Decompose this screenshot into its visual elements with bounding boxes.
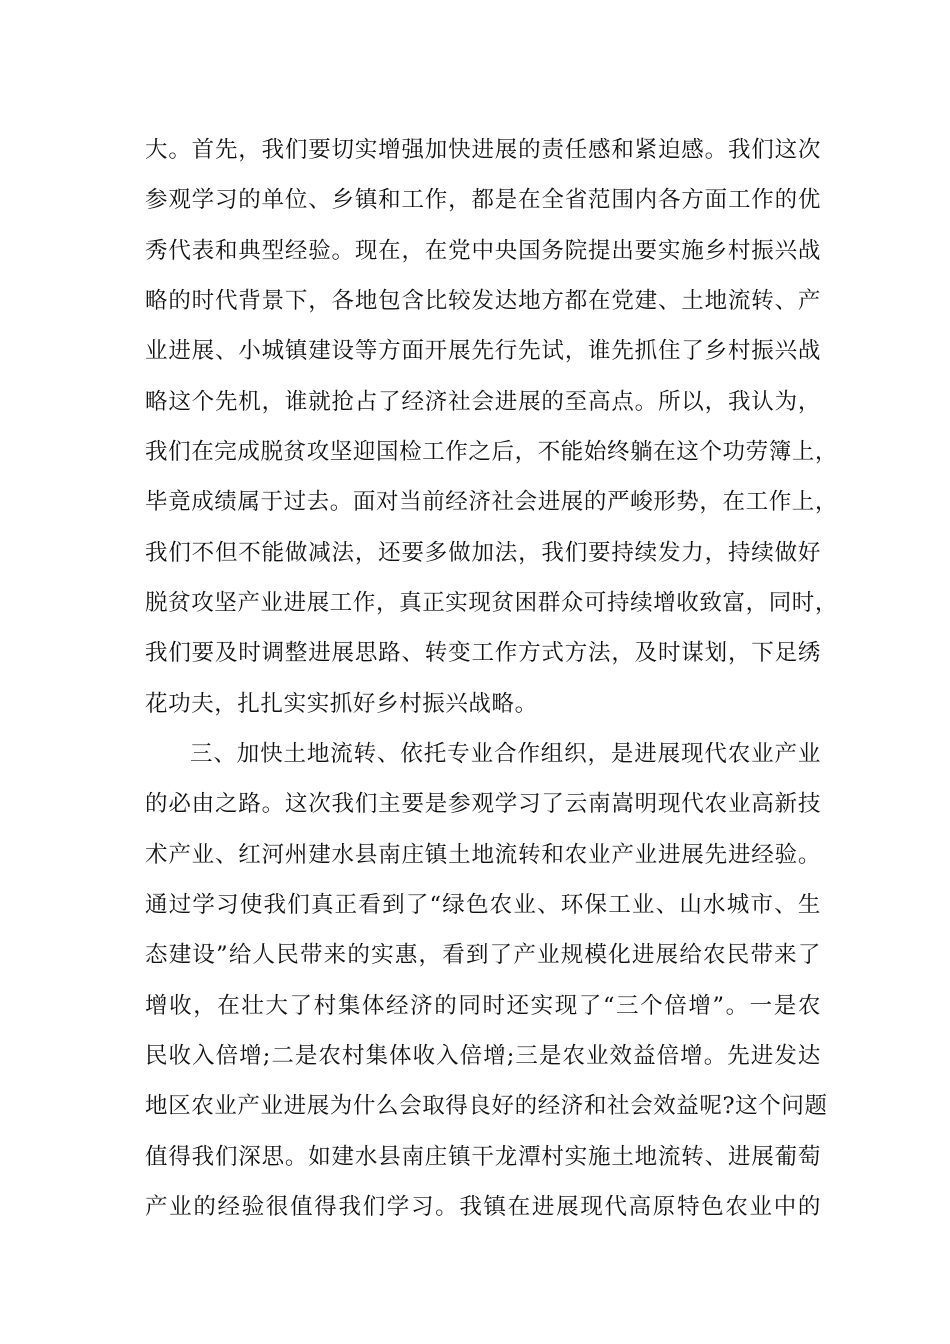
text-line: 参观学习的单位、乡镇和工作，都是在全省范围内各方面工作的优 <box>145 187 821 213</box>
text-line: 值得我们深思。如建水县南庄镇干龙潭村实施土地流转、进展葡萄 <box>145 1144 821 1170</box>
text-line: 我们在完成脱贫攻坚迎国检工作之后，不能始终躺在这个功劳簿上， <box>145 439 839 465</box>
text-line: 产业的经验很值得我们学习。我镇在进展现代高原特色农业中的 <box>145 1194 821 1220</box>
text-line: 秀代表和典型经验。现在，在党中央国务院提出要实施乡村振兴战 <box>145 238 821 264</box>
text-line: 我们要及时调整进展思路、转变工作方式方法，及时谋划，下足绣 <box>145 640 821 666</box>
text-line: 大。首先，我们要切实增强加快进展的责任感和紧迫感。我们这次 <box>145 137 821 163</box>
text-line: 增收，在壮大了村集体经济的同时还实现了“三个倍增”。一是农 <box>145 993 821 1019</box>
text-line: 业进展、小城镇建设等方面开展先行先试，谁先抓住了乡村振兴战 <box>145 338 821 364</box>
text-line: 通过学习使我们真正看到了“绿色农业、环保工业、山水城市、生 <box>145 892 821 918</box>
text-line: 态建设”给人民带来的实惠，看到了产业规模化进展给农民带来了 <box>145 942 821 968</box>
text-line: 我们不但不能做减法，还要多做加法，我们要持续发力，持续做好 <box>145 540 821 566</box>
text-line: 的必由之路。这次我们主要是参观学习了云南嵩明现代农业高新技 <box>145 791 821 817</box>
text-line: 民收入倍增;二是农村集体收入倍增;三是农业效益倍增。先进发达 <box>145 1043 821 1069</box>
text-line-paragraph-end: 花功夫，扎扎实实抓好乡村振兴战略。 <box>145 691 538 717</box>
text-line: 术产业、红河州建水县南庄镇土地流转和农业产业进展先进经验。 <box>145 842 821 868</box>
text-line: 地区农业产业进展为什么会取得良好的经济和社会效益呢?这个问题 <box>145 1093 828 1119</box>
text-line: 略的时代背景下，各地包含比较发达地方都在党建、土地流转、产 <box>145 288 821 314</box>
text-line: 脱贫攻坚产业进展工作，真正实现贫困群众可持续增收致富，同时， <box>145 590 839 616</box>
text-line-paragraph-start: 三、加快土地流转、依托专业合作组织，是进展现代农业产业 <box>190 741 821 767</box>
text-line: 毕竟成绩属于过去。面对当前经济社会进展的严峻形势，在工作上， <box>145 489 839 515</box>
text-line: 略这个先机，谁就抢占了经济社会进展的至高点。所以，我认为， <box>145 389 821 415</box>
